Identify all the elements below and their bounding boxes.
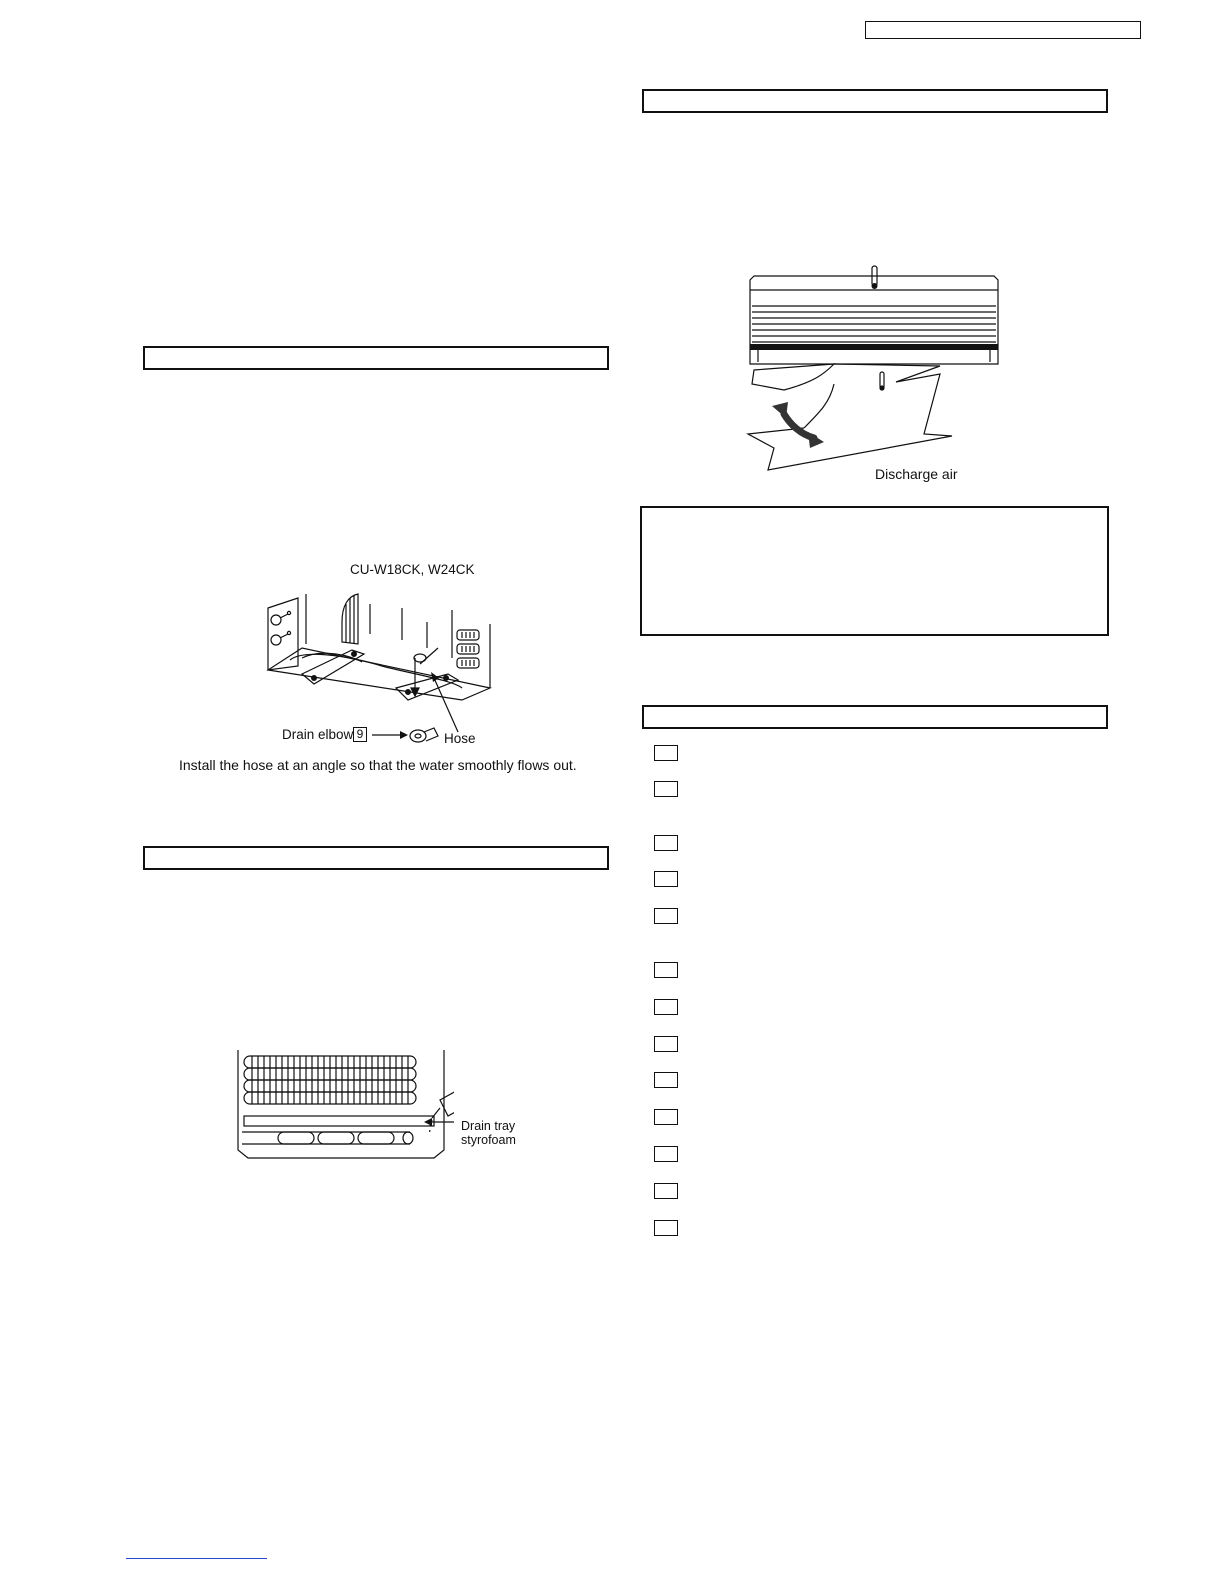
discharge-air-label: Discharge air <box>875 466 958 482</box>
drain-elbow-number-box <box>353 727 367 742</box>
figure-caption-model: CU-W18CK, W24CK <box>350 562 475 577</box>
checklist-checkbox[interactable] <box>654 999 678 1015</box>
hose-pointer-line <box>428 672 464 734</box>
drain-tray-illustration <box>234 1046 454 1162</box>
checklist-checkbox[interactable] <box>654 908 678 924</box>
drain-tray-label-line2: styrofoam <box>461 1133 516 1147</box>
drain-elbow-number: 9 <box>356 727 364 741</box>
checklist-checkbox[interactable] <box>654 1072 678 1088</box>
drain-elbow-label: Drain elbow <box>282 727 354 742</box>
checklist-checkbox[interactable] <box>654 835 678 851</box>
header-title-box <box>865 21 1141 39</box>
note-box <box>640 506 1109 636</box>
checklist-checkbox[interactable] <box>654 871 678 887</box>
checklist-checkbox[interactable] <box>654 1036 678 1052</box>
checklist-checkbox[interactable] <box>654 781 678 797</box>
checklist-checkbox[interactable] <box>654 1109 678 1125</box>
section-heading-box-airflow <box>642 89 1108 113</box>
drain-tray-label-line1: Drain tray <box>461 1119 516 1133</box>
section-heading-box-drain-hose <box>143 346 609 370</box>
footer-link-underline[interactable] <box>126 1558 267 1559</box>
checklist-checkbox[interactable] <box>654 1146 678 1162</box>
hose-instruction: Install the hose at an angle so that the water smoothly flows out. <box>179 757 577 773</box>
checklist-checkbox[interactable] <box>654 1183 678 1199</box>
outdoor-unit-base-illustration <box>262 588 502 728</box>
indoor-unit-airflow-illustration <box>744 262 1006 474</box>
section-heading-box-drain-tray <box>143 846 609 870</box>
section-heading-box-checklist <box>642 705 1108 729</box>
checklist-checkbox[interactable] <box>654 745 678 761</box>
checklist-checkbox[interactable] <box>654 962 678 978</box>
hose-label: Hose <box>444 731 476 746</box>
checklist-checkbox[interactable] <box>654 1220 678 1236</box>
